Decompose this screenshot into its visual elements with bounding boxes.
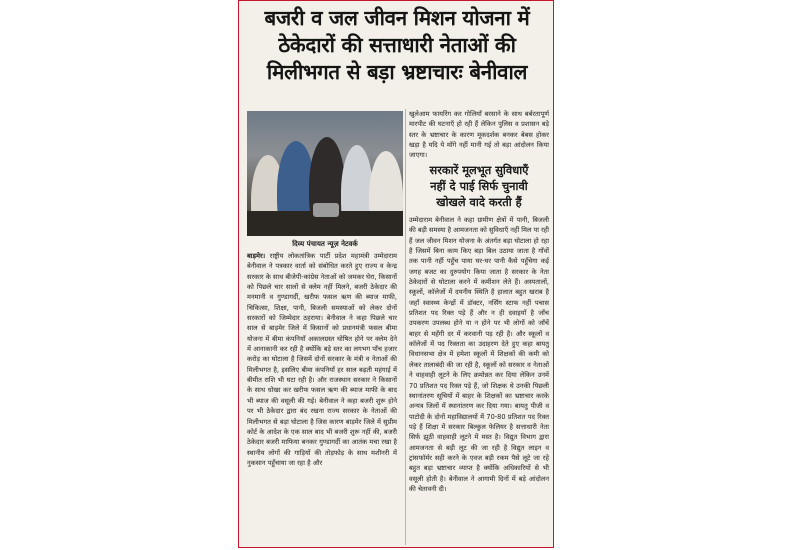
photo-caption: दिव्य पंचायत न्यूज़ नेटवर्क <box>292 240 358 248</box>
press-conference-photo <box>247 111 403 236</box>
right-column-top-paragraph: खुलेआम फायरिंग कर गोलियाँ बरसाने के साथ बर्बरतापूर्ण मारपीट की घटनाएँ हो रही हैं लेकिन पुलिस व प्रशासन बड़े स्तर के भ्रष्टाचार के कारण मूकदर्शक बनकर बेबस होकर खड़ा है यदि ये माँगे नहीं मानी गई तो बड़ा आंदोलन किया जाएगा। <box>409 110 549 160</box>
subheading-line-2: नहीं दे पाई सिर्फ चुनावी <box>430 179 528 193</box>
right-column-bottom-text <box>409 215 549 494</box>
headline-line-3: मिलीभगत से बड़ा भ्रष्टाचारः बेनीवाल <box>266 60 528 84</box>
subheading-line-1: सरकारें मूलभूत सुविधाएँ <box>429 163 529 177</box>
microphone <box>313 203 339 217</box>
headline-line-2: ठेकेदारों की सत्ताधारी नेताओं की <box>278 33 516 57</box>
left-column-body: राष्ट्रीय लोकतांत्रिक पार्टी प्रदेश महामंत्री उम्मेदाराम बेनीवाल ने पत्रकार वार्ता को संबोधित करते हुए राज्य व केन्द्र सरकार के साथ बीजेपी-कांग्रेस नेताओं को जमकर घेरा, किसानों को पिछले चार सालों से क्लेम नहीं मिलने, बजरी ठेकेदार की मनमानी व गुण्डागर्दी, खरीफ फसल ऋण की ब्याज माफी, चिकित्सा, शिक्षा, पानी, बिजली समस्याओं को लेकर दोनों सरकारों को जिम्मेदार ठहराया। बेनीवाल ने कहा पिछले चार साल से बाड़मेर जिले में किसानों को प्रधानमंत्री फसल बीमा योजना में बीमा कंपनियाँ अकालग्रस्त घोषित होने पर क्लेम देने में आनाकानी कर रही है क्योंकि बड़े स्तर का लगभग पाँच हजार करोड़ का घोटाला है जिसमें दोनों सरकार के मंत्री व नेताओं की मिलीभगत है, इसलिए बीमा कंपनियाँ हर साल बढ़ती महंगाई में बीमीत राशि भी घटा रही है। और राजस्थान सरकार ने किसानों के साथ धोखा कर खरीफ फसल ऋण की ब्याज माफी के बाद भी ब्याज की वसूली की गई। बेनीवाल ने कहा बजरी शुरू होने पर भी ठेकेदार द्वारा बंद रखना राज्य सरकार के नेताओं की मिलीभगत से बड़ा घोटाला है जिस कारण बाड़मेर जिले में सुप्रीम कोर्ट के आदेश के एक साल बाद भी बजरी शुरू नहीं की, बजरी ठेकेदार बजरी माफिया बनकर गुण्डागर्दी का आतंक मचा रखा है स्थानीय लोगों की गाड़ियों की तोड़फोड़ के साथ मशीनरी में नुकसान पहुँचाया जा रहा है और <box>247 252 397 467</box>
subheading-line-3: खोखले वादे करती हैं <box>436 195 522 209</box>
headline-line-1: बजरी व जल जीवन मिशन योजना में <box>264 6 530 30</box>
column-divider <box>405 109 406 545</box>
right-column-top-text <box>409 109 549 161</box>
right-column-bottom-paragraph: उम्मेदाराम बेनीवाल ने कहा ग्रामीण क्षेत्रों में पानी, बिजली की बड़ी समस्या है आमजनता को सुविधाएँ नहीं मिल पा रही हैं जल जीवन मिशन योजना के अंतर्गत बड़ा घोटाला हो रहा है जिसमें बिना काम किए बड़ा बिल उठाया जाता है गाँवों तक पानी नहीं पहुँच पाया घर-घर पानी कैसे पहुँचेगा कई जगह बजट का दुरुपयोग किया जाता है सरकार के नेता ठेकेदारों से घोटाला करने में कमीशन लेते हैं। अस्पतालों, स्कूलों, कॉलेजों में दयनीय स्थिति है हालात बहुत खराब है जहाँ स्वास्थ्य केन्द्रों में डॉक्टर, नर्सिंग स्टाफ नहीं पचास प्रतिशत पद रिक्त पड़े हैं और न ही दवाइयाँ है जाँच उपकरण उपलब्ध होने या न होने पर भी लोगों को जाँचें बाहर से महँगी दर में करवानी पड़ रही है। और स्कूलों व कॉलेजों में पद रिक्तता का उदाहरण देते हुए कहा बायतु विधानसभा क्षेत्र में हमेशा स्कूलों में शिक्षकों की कमी को लेकर तालाबंदी की जा रही है, स्कूलों को सरकार व नेताओं ने वाहवाही लूटने के लिए क्रमोन्नत कर दिया लेकिन उनमें 70 प्रतिशत पद रिक्त पड़े हैं, जो शिक्षक थे उनकी पिछली स्थानांतरण सूचियों में बाहर के शिक्षकों का भ्रष्टाचार करके अन्यत्र जिलों में स्थानांतरण कर दिया गया। बायतु पीजी व पाटोदी के दोनों महाविद्यालयों में 70-80 प्रतिशत पद रिक्त पड़े हैं शिक्षा में सरकार बिल्कुल फेलियर है सत्ताधारी नेता सिर्फ झूठी वाहवाही लूटने में मस्त है। विद्युत विभाग द्वारा आमजनता से बड़ी लूट की जा रही है विद्युत लाइन व ट्रांसफॉर्मर सही करने के एवज बड़ी रकम पैसे लूटे जा रहे बहुत बड़ा भ्रष्टाचार व्याप्त है क्योंकि अधिकारियों से भी वसूली होती है। बेनीवाल ने आगामी दिनों में बड़े आंदोलन की चेतावनी दी। <box>409 216 549 493</box>
dateline: बाड़मेर। <box>247 252 266 260</box>
left-column-text <box>247 251 397 468</box>
subheading <box>409 162 549 210</box>
headline <box>239 5 554 86</box>
newspaper-clipping <box>238 0 554 548</box>
